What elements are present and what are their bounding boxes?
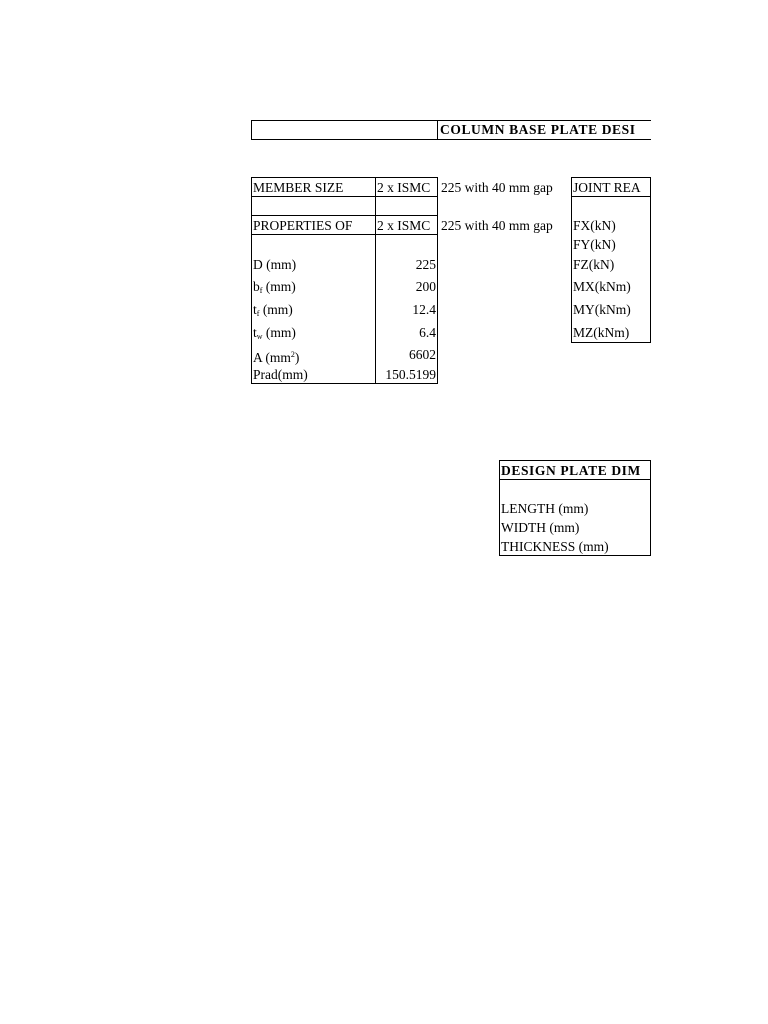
property-subscript: f [259, 286, 263, 295]
property-label-bf [253, 278, 296, 299]
member-size-value: 2 x ISMC [377, 180, 431, 195]
property-base: t [253, 325, 257, 340]
plate-width-label: WIDTH (mm) [501, 520, 580, 535]
page-title: COLUMN BASE PLATE DESI [440, 122, 636, 137]
property-value-area: 6602 [409, 347, 436, 362]
joint-table-left [571, 177, 572, 343]
property-label-d [253, 256, 296, 273]
member-table-row-line-2 [251, 215, 438, 216]
property-unit: (mm) [262, 279, 296, 294]
property-superscript: 2 [290, 350, 295, 359]
joint-reaction-mx: MX(kNm) [573, 279, 631, 294]
property-base: t [253, 302, 257, 317]
member-table-row-line-3 [251, 234, 438, 235]
member-size-suffix: 225 with 40 mm gap [441, 180, 553, 195]
joint-reaction-fx: FX(kN) [573, 218, 616, 233]
joint-reaction-mz: MZ(kNm) [573, 325, 630, 340]
property-label-area [253, 346, 299, 366]
title-box-left [251, 120, 252, 140]
member-size-label: MEMBER SIZE [253, 180, 344, 195]
title-box-bottom [251, 139, 651, 140]
properties-value: 2 x ISMC [377, 218, 431, 233]
property-unit: (mm) [262, 257, 297, 272]
member-table-right [437, 177, 438, 384]
joint-table-right [650, 177, 651, 343]
property-unit: ) [294, 350, 300, 365]
property-label-tw [253, 324, 296, 345]
joint-table-bottom [571, 342, 651, 343]
property-label-tf [253, 301, 293, 322]
plate-thickness-label: THICKNESS (mm) [501, 539, 609, 554]
property-value-prad: 150.5199 [385, 367, 436, 382]
member-table-top [251, 177, 438, 178]
joint-table-top [571, 177, 651, 178]
property-base: b [253, 279, 260, 294]
joint-reactions-header: JOINT REA [573, 180, 641, 195]
design-plate-header: DESIGN PLATE DIM [501, 463, 641, 478]
property-subscript: w [256, 332, 263, 341]
member-table-bottom [251, 383, 438, 384]
property-value-bf: 200 [415, 279, 436, 294]
title-box-divider [437, 120, 438, 140]
joint-reaction-fz: FZ(kN) [573, 257, 615, 272]
member-table-row-line-1 [251, 196, 438, 197]
property-base: A (mm [253, 350, 291, 365]
plate-table-bottom [499, 555, 651, 556]
properties-suffix: 225 with 40 mm gap [441, 218, 553, 233]
plate-table-top [499, 460, 651, 461]
plate-table-header-line [499, 479, 651, 480]
property-value-d: 225 [415, 257, 436, 272]
plate-table-right [650, 460, 651, 556]
property-value-tw: 6.4 [419, 325, 436, 340]
plate-table-left [499, 460, 500, 556]
property-base: Prad(mm) [253, 367, 308, 382]
property-base: D [253, 257, 263, 272]
plate-length-label: LENGTH (mm) [501, 501, 589, 516]
property-unit: (mm) [259, 302, 293, 317]
joint-reaction-fy: FY(kN) [573, 237, 616, 252]
property-label-prad [253, 366, 308, 383]
properties-label: PROPERTIES OF [253, 218, 353, 233]
member-table-left [251, 177, 252, 384]
property-value-tf: 12.4 [412, 302, 436, 317]
property-unit: (mm) [262, 325, 296, 340]
joint-reaction-my: MY(kNm) [573, 302, 631, 317]
property-subscript: f [256, 309, 260, 318]
joint-table-header-line [571, 196, 651, 197]
